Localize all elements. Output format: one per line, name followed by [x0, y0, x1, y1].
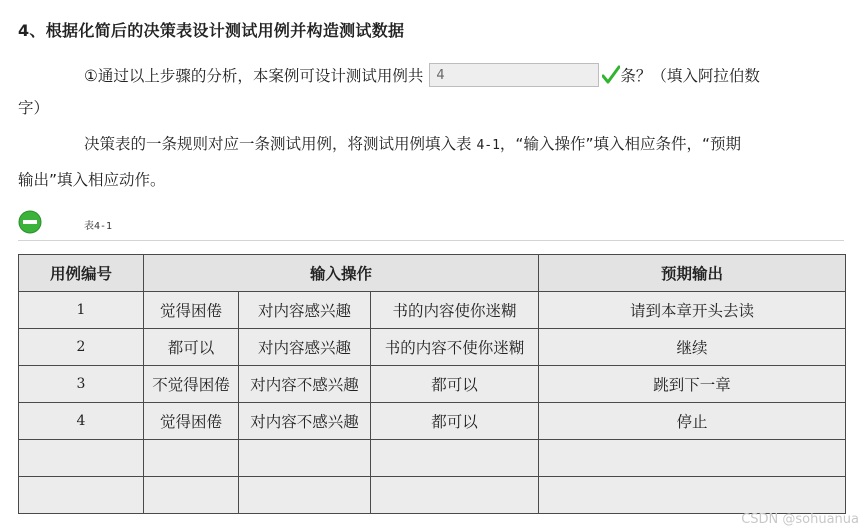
collapse-icon[interactable]	[18, 210, 42, 234]
cell-case-id: 2	[19, 329, 144, 366]
cell-condition-1: 觉得困倦	[144, 403, 239, 440]
test-case-table	[18, 254, 846, 514]
cell-expected-output: 继续	[539, 329, 846, 366]
cell-condition-3[interactable]	[371, 440, 539, 477]
cell-condition-1: 不觉得困倦	[144, 366, 239, 403]
section-heading: 4、根据化简后的决策表设计测试用例并构造测试数据	[18, 21, 405, 40]
table-row	[19, 329, 846, 366]
cell-condition-3: 书的内容不使你迷糊	[371, 329, 539, 366]
header-input: 输入操作	[144, 255, 539, 292]
cell-condition-2: 对内容感兴趣	[239, 292, 371, 329]
cell-condition-3[interactable]	[371, 477, 539, 514]
cell-condition-1: 都可以	[144, 329, 239, 366]
cell-condition-2: 对内容不感兴趣	[239, 403, 371, 440]
cell-case-id[interactable]	[19, 440, 144, 477]
table-row-empty	[19, 477, 846, 514]
instruction-wrap: 输出”填入相应动作。	[18, 171, 166, 189]
watermark: CSDN @sohuanua	[741, 512, 859, 527]
cell-expected-output[interactable]	[539, 440, 846, 477]
cell-condition-3: 都可以	[371, 366, 539, 403]
header-expected: 预期输出	[539, 255, 846, 292]
instruction-part1: 决策表的一条规则对应一条测试用例，将测试用例填入表	[84, 135, 477, 153]
answer-input[interactable]	[429, 63, 599, 87]
question-prefix: ①通过以上步骤的分析，本案例可设计测试用例共	[84, 67, 424, 85]
cell-condition-2: 对内容感兴趣	[239, 329, 371, 366]
table-row	[19, 366, 846, 403]
cell-condition-3: 书的内容使你迷糊	[371, 292, 539, 329]
table-row	[19, 403, 846, 440]
table-caption: 表4-1	[84, 221, 113, 232]
check-icon	[602, 65, 620, 85]
question-line	[84, 60, 760, 90]
table-row	[19, 292, 846, 329]
instruction-part2: ，“输入操作”填入相应条件，“预期	[499, 135, 742, 153]
question-suffix: 条？（填入阿拉伯数	[620, 67, 760, 85]
header-case-id: 用例编号	[19, 255, 144, 292]
table-header-row	[19, 255, 846, 292]
cell-expected-output: 停止	[539, 403, 846, 440]
cell-condition-2[interactable]	[239, 477, 371, 514]
cell-expected-output: 请到本章开头去读	[539, 292, 846, 329]
divider	[18, 240, 844, 241]
cell-case-id: 4	[19, 403, 144, 440]
cell-case-id: 1	[19, 292, 144, 329]
cell-condition-1[interactable]	[144, 477, 239, 514]
cell-condition-1[interactable]	[144, 440, 239, 477]
cell-condition-3: 都可以	[371, 403, 539, 440]
cell-condition-2: 对内容不感兴趣	[239, 366, 371, 403]
cell-condition-2[interactable]	[239, 440, 371, 477]
cell-expected-output: 跳到下一章	[539, 366, 846, 403]
question-wrap: 字）	[18, 99, 50, 117]
cell-case-id[interactable]	[19, 477, 144, 514]
cell-condition-1: 觉得困倦	[144, 292, 239, 329]
instruction-line	[84, 132, 741, 154]
instruction-table-ref: 4-1	[476, 138, 500, 153]
cell-case-id: 3	[19, 366, 144, 403]
cell-expected-output[interactable]	[539, 477, 846, 514]
table-row-empty	[19, 440, 846, 477]
